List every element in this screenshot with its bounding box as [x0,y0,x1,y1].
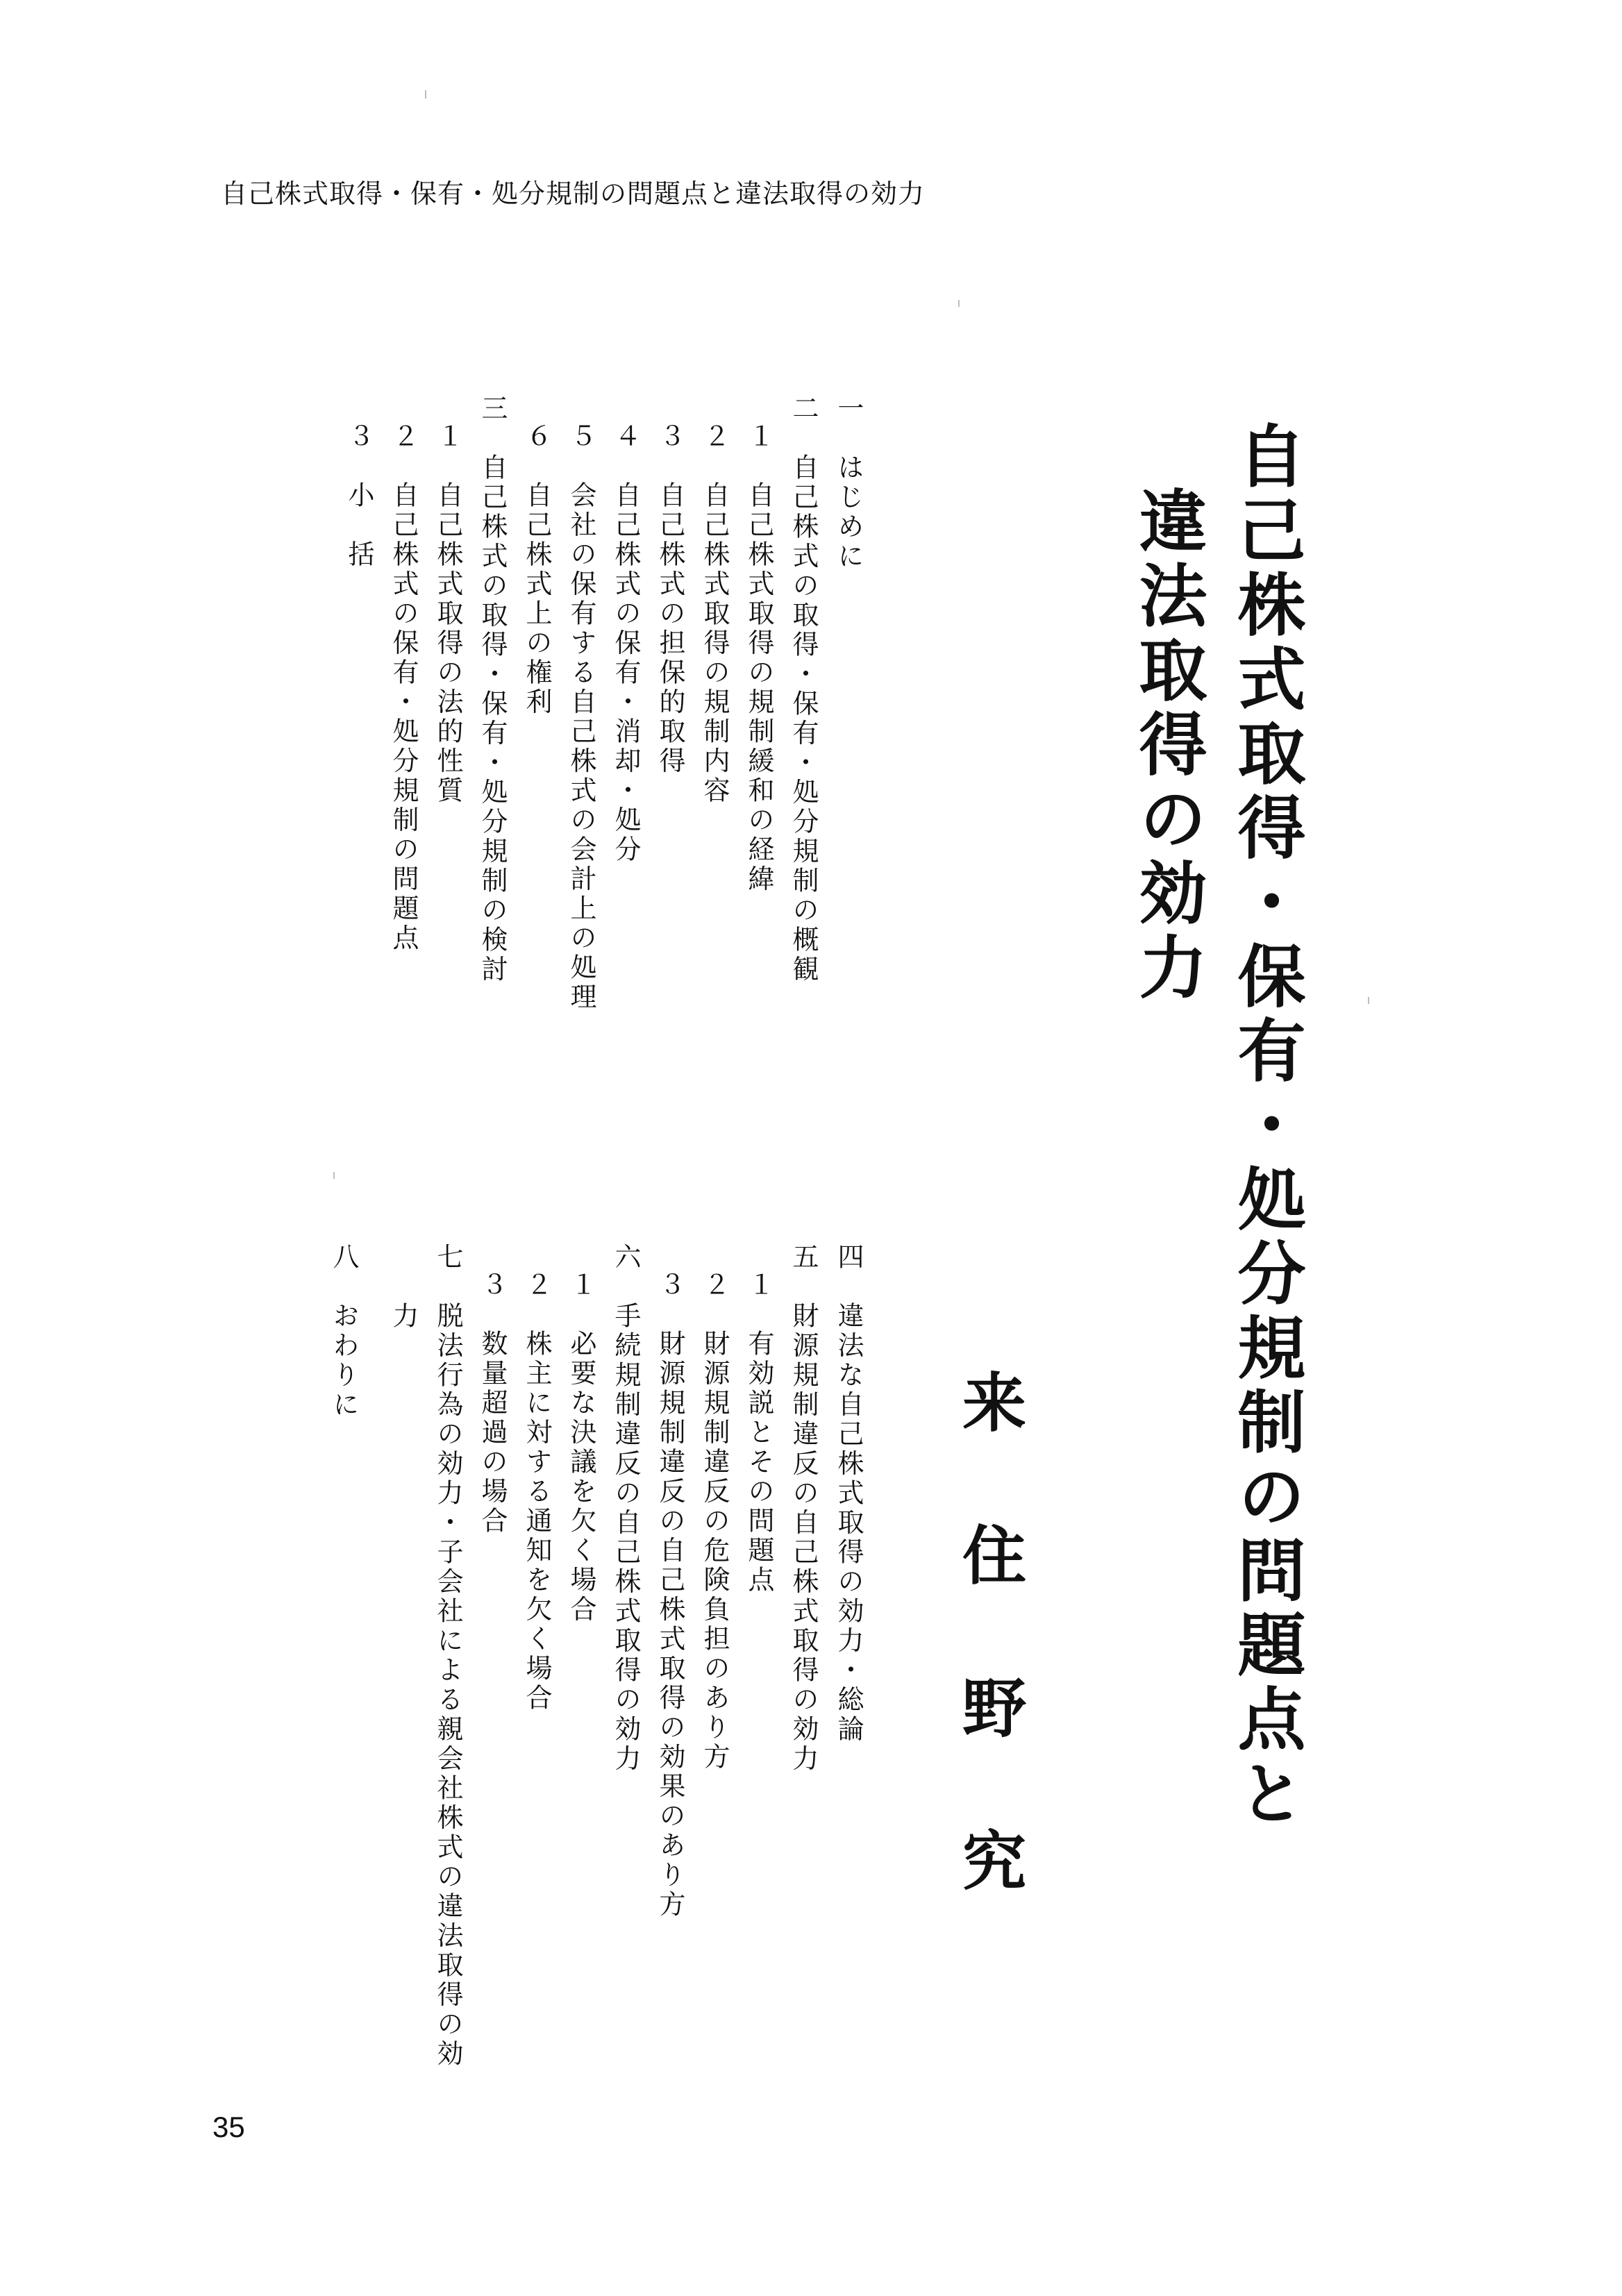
page-number: 35 [212,2111,245,2143]
toc-item: 力 [388,1243,419,1332]
article-title-line-1: 自己株式取得・保有・処分規制の問題点と [1226,421,1305,1832]
toc-item: ２ 自己株式取得の規制内容 [699,422,730,806]
toc-item: ３ 財源規制違反の自己株式取得の効果のあり方 [655,1271,685,1920]
toc-item: １ 有効説とその問題点 [744,1271,774,1595]
toc-item: 七 脱法行為の効力・子会社による親会社株式の違法取得の効 [433,1243,463,2069]
scan-speck [958,300,960,307]
toc-item: 八 おわりに [328,1243,359,1420]
running-header: 自己株式取得・保有・処分規制の問題点と違法取得の効力 [221,178,926,209]
toc-item: １ 自己株式取得の法的性質 [433,422,463,806]
scan-speck [333,1172,335,1179]
scan-speck [425,90,426,99]
toc-item: ３ 数量超過の場合 [477,1271,508,1536]
author-name: 来住野究 [952,1369,1026,1980]
toc-item: ６ 自己株式上の権利 [521,422,552,717]
toc-item: 五 財源規制違反の自己株式取得の効力 [788,1243,819,1774]
toc-item: 一 はじめに [833,394,864,571]
toc-item: 三 自己株式の取得・保有・処分規制の検討 [477,394,508,984]
toc-item: ２ 財源規制違反の危険負担のあり方 [699,1271,730,1773]
toc-item: ３ 小 括 [344,422,374,570]
toc-item: ４ 自己株式の保有・消却・処分 [610,422,641,865]
toc-item: ２ 株主に対する通知を欠く場合 [521,1271,552,1713]
toc-item: 四 違法な自己株式取得の効力・総論 [833,1243,864,1745]
toc-item: ３ 自己株式の担保的取得 [655,422,685,776]
article-title-line-2: 違法取得の効力 [1128,486,1207,1006]
toc-item: 二 自己株式の取得・保有・処分規制の概観 [788,394,819,984]
toc-item: ５ 会社の保有する自己株式の会計上の処理 [566,422,596,1012]
toc-item: １ 必要な決議を欠く場合 [566,1271,596,1625]
toc-item: 六 手続規制違反の自己株式取得の効力 [610,1243,641,1774]
toc-item: ２ 自己株式の保有・処分規制の問題点 [388,422,419,953]
toc-item: １ 自己株式取得の規制緩和の経緯 [744,422,774,894]
scan-speck [1368,997,1369,1004]
